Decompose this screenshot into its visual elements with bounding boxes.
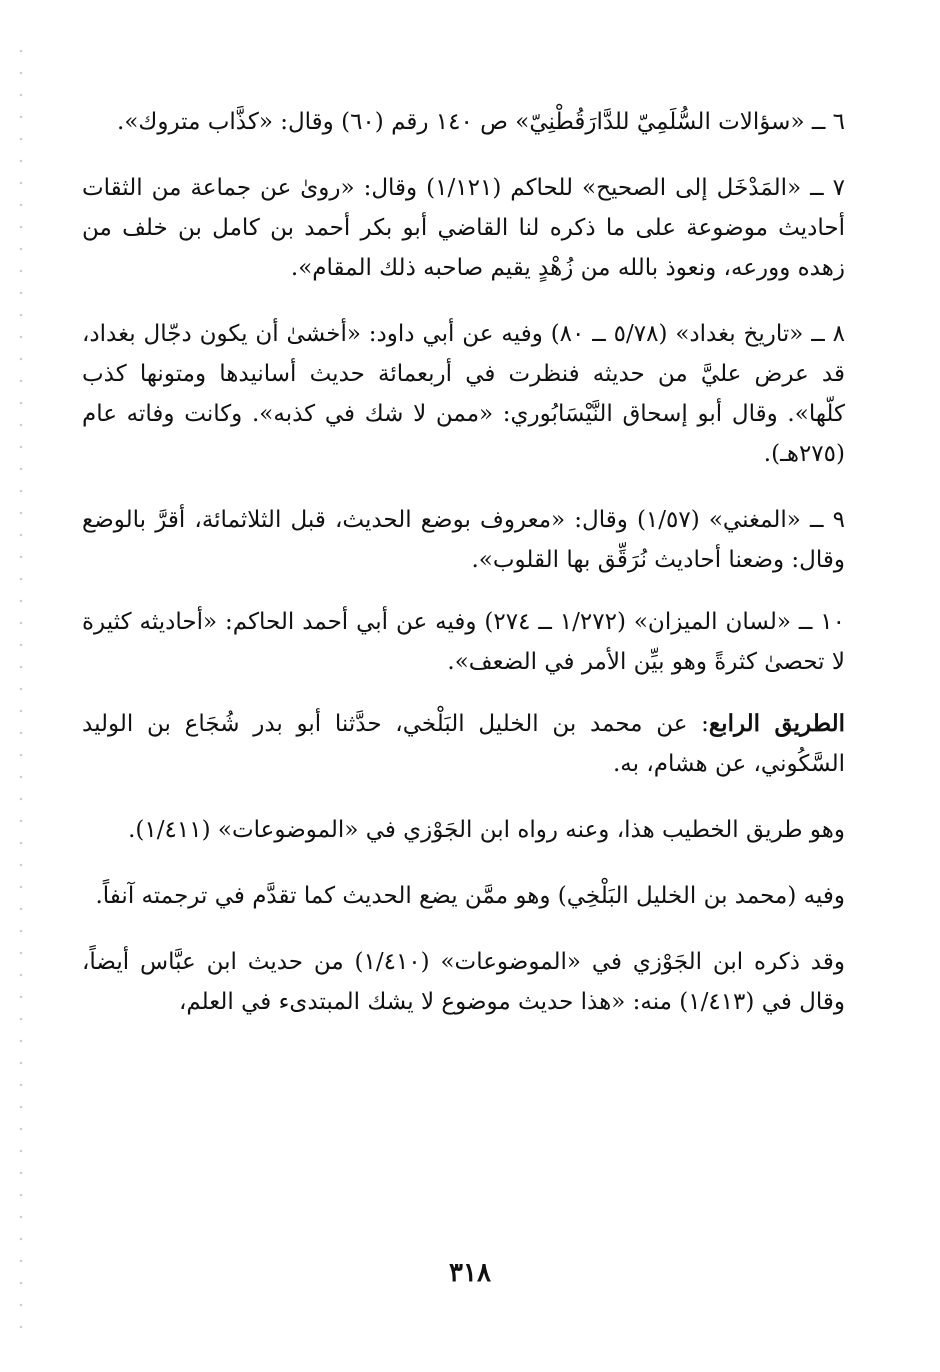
paragraph-7: ٧ ــ «المَدْخَل إلى الصحيح» للحاكم (١/١٢١) وقال: «روىٰ عن جماعة من الثقات أحاديث موضوعة على ما ذكره لنا القاضي أبو بكر أحمد بن كامل بن خلف من زهده وورعه، ونعوذ بالله من زُهْدٍ يقيم صاحبه ذلك المقام». — [82, 175, 845, 281]
fourth-path-text: : عن محمد بن الخليل البَلْخي، حدَّثنا أبو بدر شُجَاع بن الوليد السَّكُوني، عن هشام، به. — [82, 711, 845, 777]
page-number: ٣١٨ — [449, 1258, 491, 1288]
paragraph-9: ٩ ــ «المغني» (١/٥٧) وقال: «معروف بوضع الحديث، قبل الثلاثمائة، أقرَّ بالوضع وقال: وضعنا أحاديث نُرَقِّق بها القلوب». — [82, 507, 845, 573]
paragraph-balkhi-note: وفيه (محمد بن الخليل البَلْخِي) وهو ممَّن يضع الحديث كما تقدَّم في ترجمته آنفاً. — [95, 883, 845, 909]
paragraph-fourth-path — [82, 704, 845, 784]
paragraph-10: ١٠ ــ «لسان الميزان» (١/٢٧٢ ــ ٢٧٤) وفيه عن أبي أحمد الحاكم: «أحاديثه كثيرة لا تحصىٰ كثرةً وهو بيِّن الأمر في الضعف». — [82, 609, 845, 675]
page-body — [82, 102, 845, 1048]
paragraph-jawzi-mention: وقد ذكره ابن الجَوْزي في «الموضوعات» (١/٤١٠) من حديث ابن عبَّاس أيضاً، وقال في (١/٤١٣) منه: «هذا حديث موضوع لا يشك المبتدىء في العلم، — [82, 949, 845, 1015]
fourth-path-heading: الطريق الرابع — [708, 710, 845, 737]
paragraph-khatib-path: وهو طريق الخطيب هذا، وعنه رواه ابن الجَوْزي في «الموضوعات» (١/٤١١). — [128, 817, 845, 843]
paragraph-6: ٦ ــ «سؤالات السُّلَمِيّ للدَّارَقُطْنِيّ» ص ١٤٠ رقم (٦٠) وقال: «كذَّاب متروك». — [117, 109, 845, 135]
paragraph-8: ٨ ــ «تاريخ بغداد» (٥/٧٨ ــ ٨٠) وفيه عن أبي داود: «أخشىٰ أن يكون دجّال بغداد، قد عرض عليَّ من حديثه فنظرت في أربعمائة حديث أسانيدها ومتونها كذب كلّها». وقال أبو إسحاق النَّيْسَابُوري: «ممن لا شك في كذبه». وكانت وفاته عام (٢٧٥هـ). — [82, 321, 845, 467]
binding-dots — [18, 40, 24, 1330]
